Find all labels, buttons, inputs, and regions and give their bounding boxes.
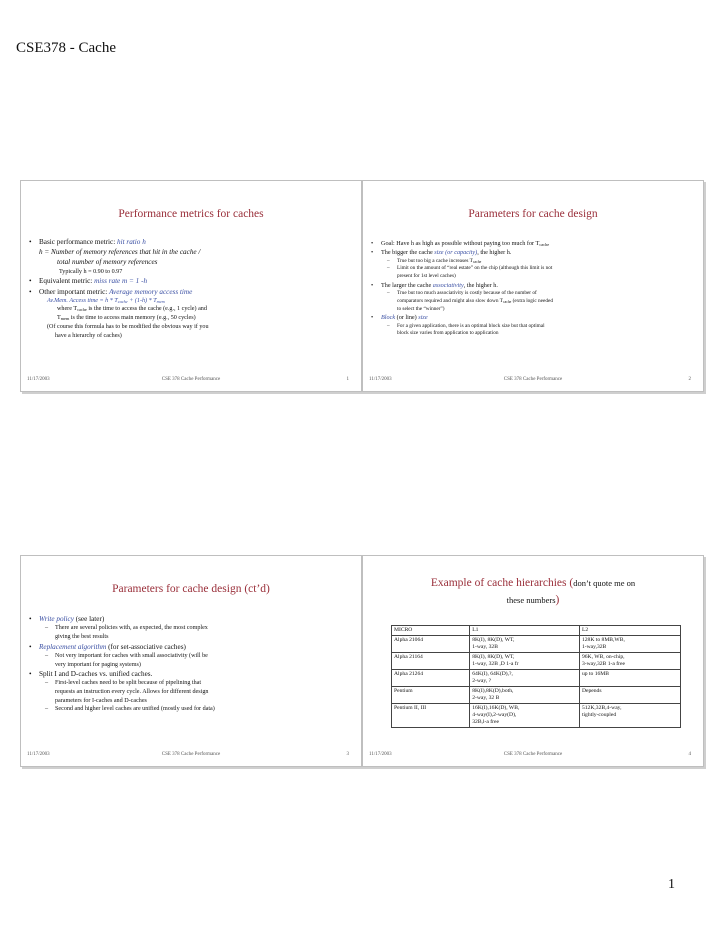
bullet: • Block (or line) size <box>371 313 695 322</box>
text-line: present for 1st level caches) <box>397 273 456 280</box>
text-line: total number of memory references <box>57 258 158 267</box>
table-header-cell: MICRO <box>392 626 470 636</box>
slide-3 <box>20 555 362 767</box>
table-row <box>392 703 681 727</box>
table-cell: Alpha 21164 <box>392 652 470 669</box>
document-title: CSE378 - Cache <box>16 40 116 56</box>
bullet: • The bigger the cache size (or capacity), the higher h. <box>371 248 695 257</box>
table-row <box>392 669 681 686</box>
table-cell: 8K(I),8K(D),both, 2-way, 32 B <box>470 686 580 703</box>
table-cell: 16K(I),16K(D), WB, 4-way(I),2-way(D), 32B,l-a free <box>470 703 580 727</box>
text-line: Typically h = 0.90 to 0.97 <box>59 268 123 275</box>
text-line: giving the best results <box>55 633 109 640</box>
table-cell: Depends <box>579 686 680 703</box>
sub-bullet: – Not very important for caches with small associativity (will be <box>29 652 353 661</box>
table-row <box>392 686 681 703</box>
slide-body <box>29 614 353 714</box>
sub-bullet: – There are several policies with, as expected, the most complex <box>29 624 353 633</box>
slide-title: Performance metrics for caches <box>118 208 264 220</box>
bullet: • The larger the cache associativity, the higher h. <box>371 281 695 290</box>
table-cell: 8K(I), 8K(D), WT, 1-way, 32B <box>470 635 580 652</box>
text-line: to select the “winner”) <box>397 305 445 312</box>
footer-date: 11/17/2003 <box>27 752 50 757</box>
page-number: 1 <box>668 877 675 892</box>
sub-bullet: – True but too much associativity is costly because of the number of <box>371 290 695 298</box>
slide-body <box>371 239 695 338</box>
bullet: • Split I and D-caches vs. unified caches. <box>29 669 353 679</box>
text-line: very important for paging systems) <box>55 661 141 668</box>
table-cell: up to 16MB <box>579 669 680 686</box>
sub-bullet: – Limit on the amount of “real estate” on the chip (although this limit is not <box>371 265 695 273</box>
text-line: comparators required and might also slow down $T_{cache}$ (extra logic needed <box>397 297 553 304</box>
slide-2 <box>362 180 704 392</box>
table-cell: Pentium <box>392 686 470 703</box>
sub-bullet: – For a given application, there is an optimal block size but that optimal <box>371 323 695 331</box>
table-header-row <box>392 626 681 636</box>
footer-date: 11/17/2003 <box>27 377 50 382</box>
table-cell: 128K to 8MB,WB, 1-way,32B <box>579 635 680 652</box>
footer-slide-number: 1 <box>346 377 349 382</box>
table-header-cell: L2 <box>579 626 680 636</box>
bullet: • Equivalent metric: miss rate m = 1 -h <box>29 276 353 286</box>
table-cell: Alpha 21264 <box>392 669 470 686</box>
bullet: • Goal: Have h as high as possible without paying too much for $T_{cache}$ <box>371 239 695 248</box>
text-line: requests an instruction every cycle. Allows for different design <box>55 689 209 696</box>
sub-bullet: – True but too big a cache increases $T_{cache}$ <box>371 258 695 266</box>
slide-title: Example of cache hierarchies (don’t quote me on these numbers) <box>430 577 636 607</box>
bullet: • Write policy (see later) <box>29 614 353 624</box>
text-line: have a hierarchy of caches) <box>55 332 122 339</box>
footer-course: CSE 378 Cache Performance <box>503 377 563 382</box>
table-header-cell: L1 <box>470 626 580 636</box>
text-line: $T_{mem}$ is the time to access main memory (e.g., 50 cycles) <box>57 315 196 322</box>
sub-bullet: – First-level caches need to be split because of pipelining that <box>29 679 353 688</box>
formula: Av.Mem. Access time = $h * T_{cache} + (1-h) * T_{mem}$ <box>47 297 165 304</box>
table-cell: 512K,32B,4-way, tightly-coupled <box>579 703 680 727</box>
table-row <box>392 652 681 669</box>
bullet: • Other important metric: Average memory access time <box>29 287 353 297</box>
sub-bullet: – Second and higher level caches are unified (mostly used for data) <box>29 705 353 714</box>
footer-slide-number: 2 <box>688 377 691 382</box>
slide-title: Parameters for cache design <box>468 208 598 220</box>
slide-1 <box>20 180 362 392</box>
text-line: (Of course this formula has to be modified the obvious way if you <box>47 323 209 330</box>
footer-slide-number: 4 <box>688 752 691 757</box>
footer-course: CSE 378 Cache Performance <box>161 752 221 757</box>
text-line: parameters for I-caches and D-caches <box>55 697 147 704</box>
slide-title: Parameters for cache design (ct’d) <box>112 583 270 595</box>
footer-course: CSE 378 Cache Performance <box>503 752 563 757</box>
slide-body <box>29 237 353 340</box>
footer-slide-number: 3 <box>346 752 349 757</box>
table-row <box>392 635 681 652</box>
table-cell: Alpha 21064 <box>392 635 470 652</box>
table-cell: 64K(I), 64K(D),?, 2-way, ? <box>470 669 580 686</box>
cache-hierarchy-table <box>391 625 681 728</box>
footer-date: 11/17/2003 <box>369 377 392 382</box>
table-cell: 8K(I), 8K(D), WT, 1-way, 32B ,D 1-a fr <box>470 652 580 669</box>
table-cell: 96K, WB, on-chip, 3-way,32B 1-a free <box>579 652 680 669</box>
bullet: • Replacement algorithm (for set-associative caches) <box>29 642 353 652</box>
bullet: • Basic performance metric: hit ratio h <box>29 237 353 247</box>
text-line: block size varies from application to application <box>397 330 499 337</box>
table-cell: Pentium II, III <box>392 703 470 727</box>
footer-course: CSE 378 Cache Performance <box>161 377 221 382</box>
text-line: where $T_{cache}$ is the time to access the cache (e.g., 1 cycle) and <box>57 306 207 313</box>
text-line: h = Number of memory references that hit in the cache / <box>39 248 201 257</box>
slide-4 <box>362 555 704 767</box>
footer-date: 11/17/2003 <box>369 752 392 757</box>
